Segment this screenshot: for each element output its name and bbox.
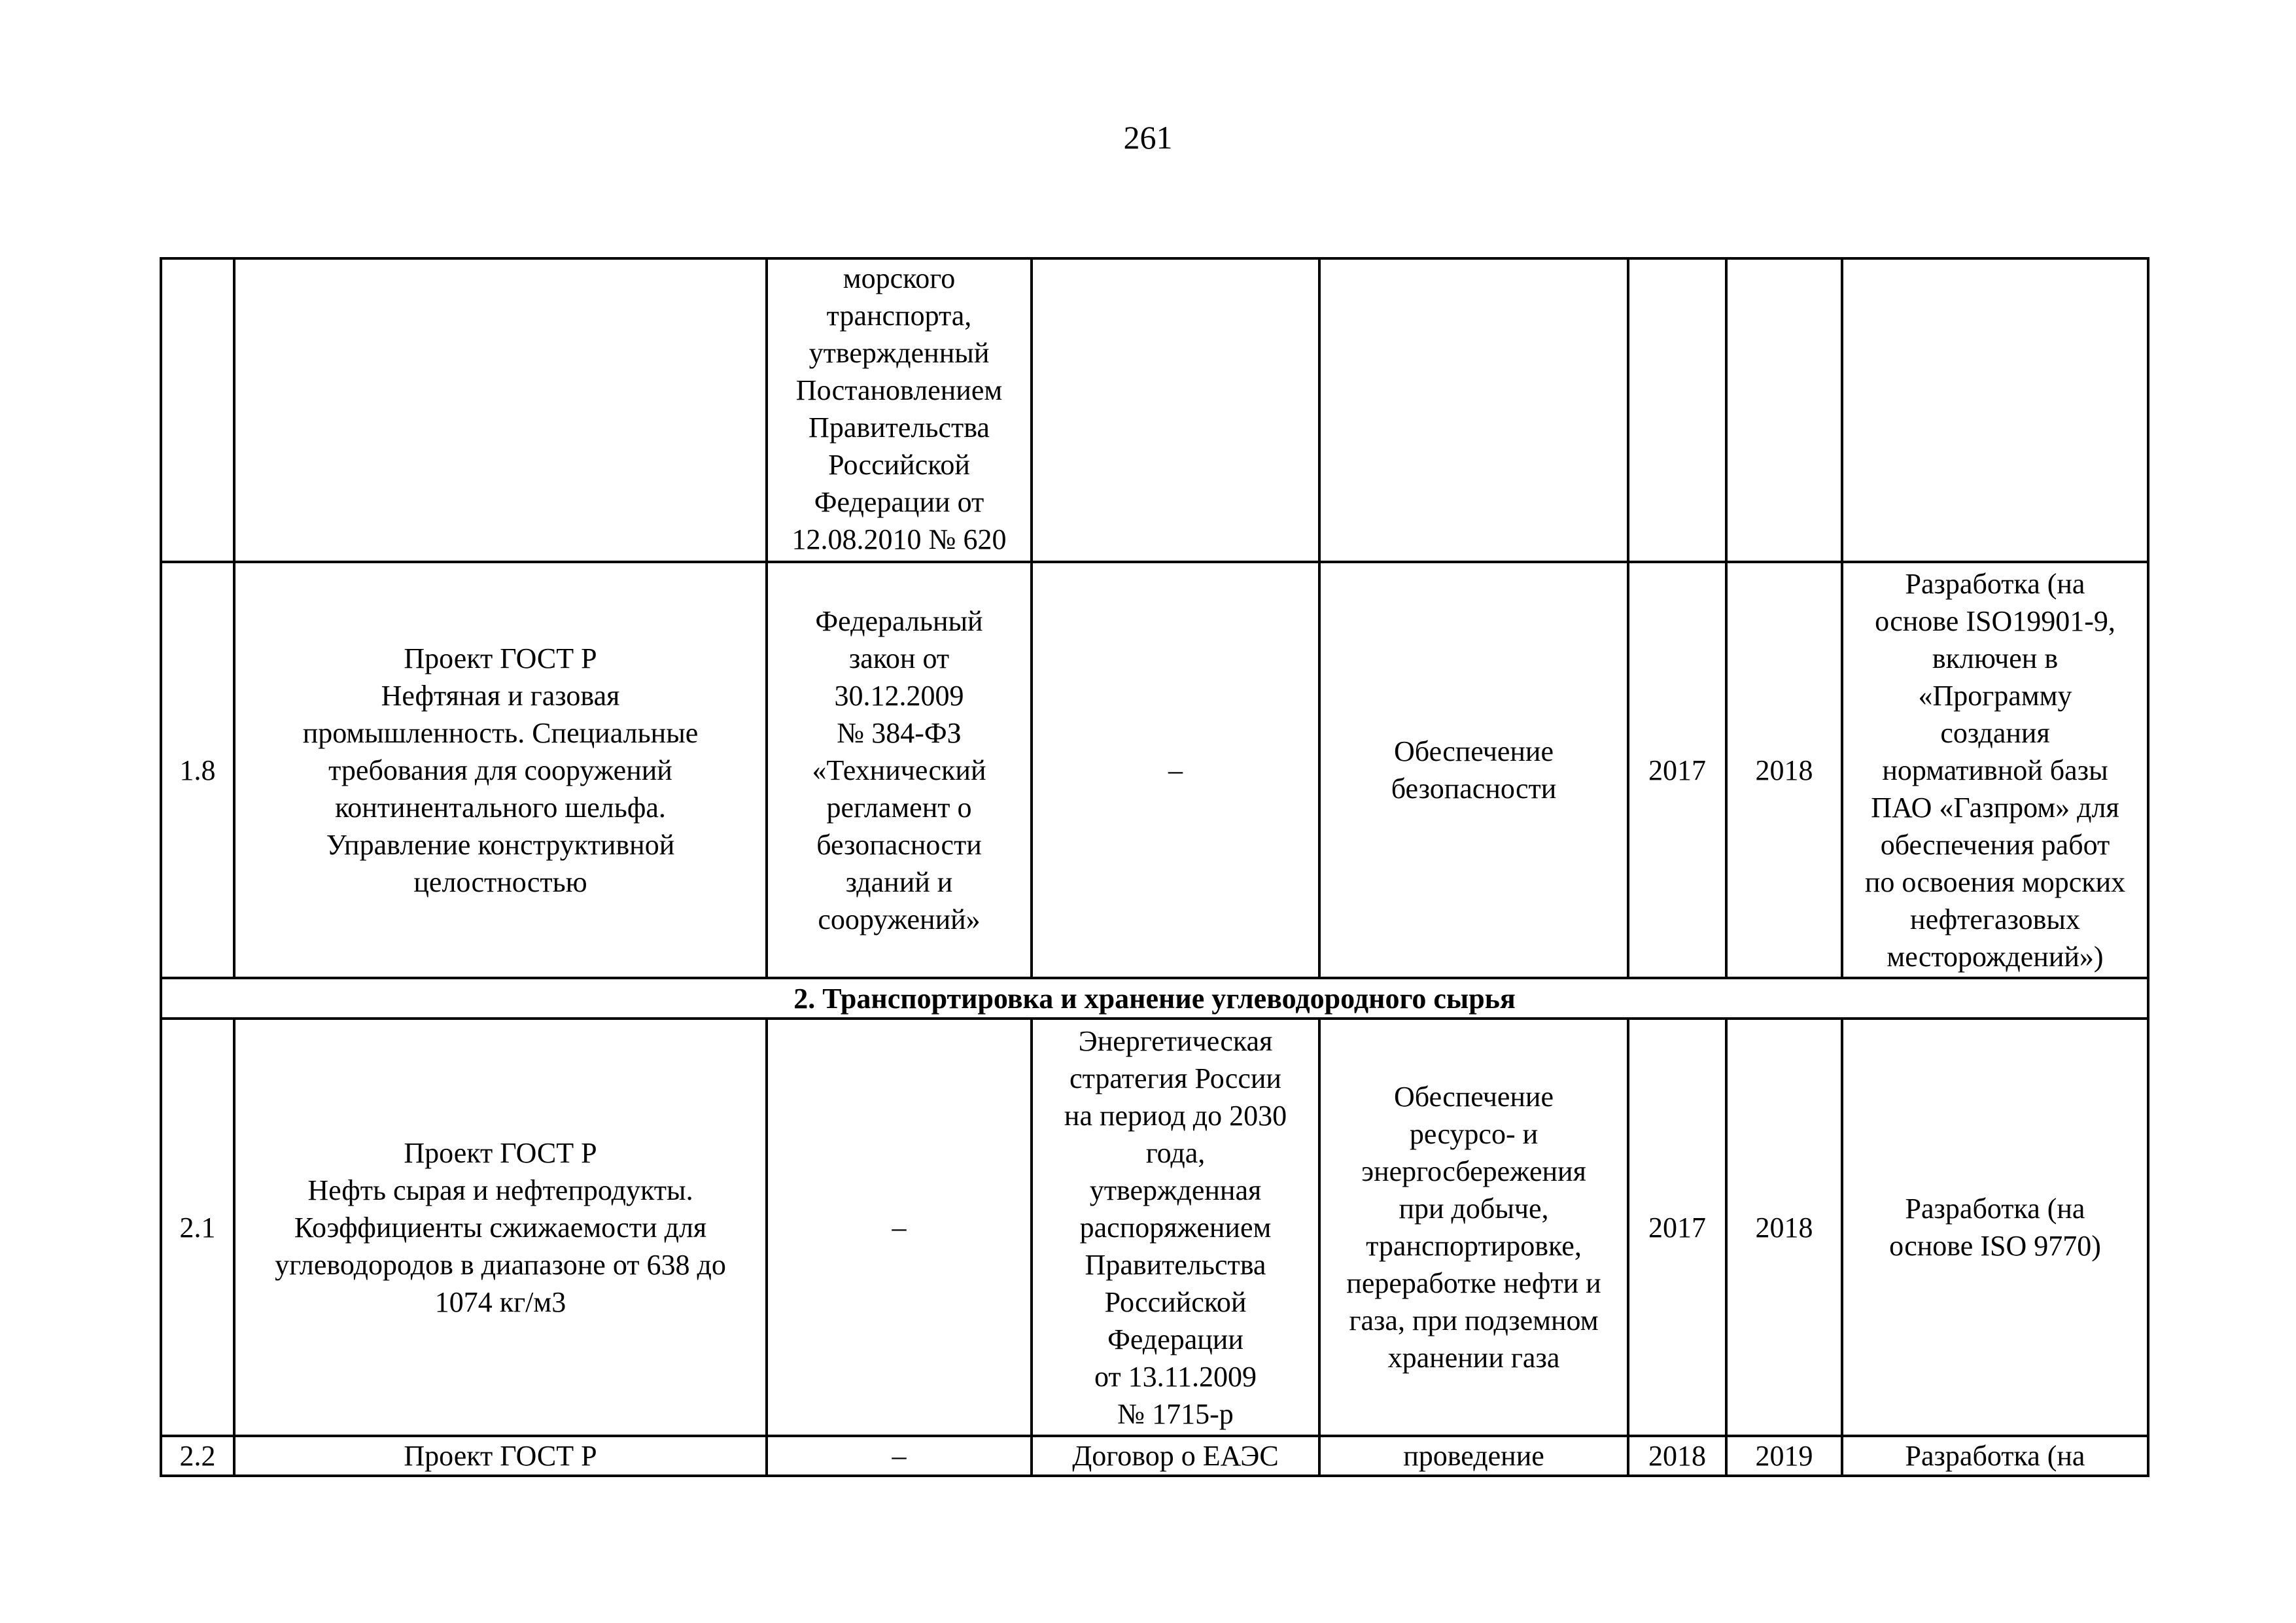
cell-purpose: Обеспечение ресурсо- и энергосбережения при добыче, транспортировке, переработке нефти и газа, при подземном хранении газа — [1319, 1019, 1628, 1436]
cell-note: Разработка (на основе ISO 9770) — [1842, 1019, 2148, 1436]
cell-name: Проект ГОСТ Р — [234, 1436, 767, 1476]
cell-num — [161, 258, 234, 562]
page-number: 261 — [1123, 119, 1173, 156]
cell-num: 1.8 — [161, 562, 234, 978]
cell-purpose: Обеспечение безопасности — [1319, 562, 1628, 978]
cell-start-year: 2018 — [1628, 1436, 1726, 1476]
cell-num: 2.2 — [161, 1436, 234, 1476]
cell-note: Разработка (на — [1842, 1436, 2148, 1476]
cell-purpose: проведение — [1319, 1436, 1628, 1476]
cell-strategy: Энергетическая стратегия России на период до 2030 года, утвержденная распоряжением Правительства Российской Федерации от 13.11.2009 № 1715-р — [1032, 1019, 1319, 1436]
section-title: 2. Транспортировка и хранение углеводородного сырья — [161, 978, 2148, 1019]
cell-basis: морского транспорта, утвержденный Постановлением Правительства Российской Федерации от 12.08.2010 № 620 — [767, 258, 1032, 562]
cell-end-year — [1726, 258, 1842, 562]
cell-strategy: – — [1032, 562, 1319, 978]
cell-name — [234, 258, 767, 562]
cell-strategy: Договор о ЕАЭС — [1032, 1436, 1319, 1476]
cell-start-year: 2017 — [1628, 1019, 1726, 1436]
cell-note — [1842, 258, 2148, 562]
cell-basis: Федеральный закон от 30.12.2009 № 384-ФЗ «Технический регламент о безопасности зданий и сооружений» — [767, 562, 1032, 978]
cell-purpose — [1319, 258, 1628, 562]
table-row-1-8 — [161, 562, 2148, 978]
cell-end-year: 2019 — [1726, 1436, 1842, 1476]
cell-basis: – — [767, 1019, 1032, 1436]
cell-name: Проект ГОСТ Р Нефтяная и газовая промышленность. Специальные требования для сооружений континентального шельфа. Управление конструктивной целостностью — [234, 562, 767, 978]
section-header-row — [161, 978, 2148, 1019]
cell-note: Разработка (на основе ISO19901-9, включен в «Программу создания нормативной базы ПАО «Газпром» для обеспечения работ по освоения морских нефтегазовых месторождений») — [1842, 562, 2148, 978]
cell-start-year — [1628, 258, 1726, 562]
cell-end-year: 2018 — [1726, 1019, 1842, 1436]
table-row-continuation — [161, 258, 2148, 562]
cell-basis: – — [767, 1436, 1032, 1476]
cell-strategy — [1032, 258, 1319, 562]
cell-start-year: 2017 — [1628, 562, 1726, 978]
cell-end-year: 2018 — [1726, 562, 1842, 978]
cell-name: Проект ГОСТ Р Нефть сырая и нефтепродукты. Коэффициенты сжижаемости для углеводородов в диапазоне от 638 до 1074 кг/м3 — [234, 1019, 767, 1436]
table-row-2-2 — [161, 1436, 2148, 1476]
table-row-2-1 — [161, 1019, 2148, 1436]
standards-table — [160, 257, 2149, 1477]
cell-num: 2.1 — [161, 1019, 234, 1436]
